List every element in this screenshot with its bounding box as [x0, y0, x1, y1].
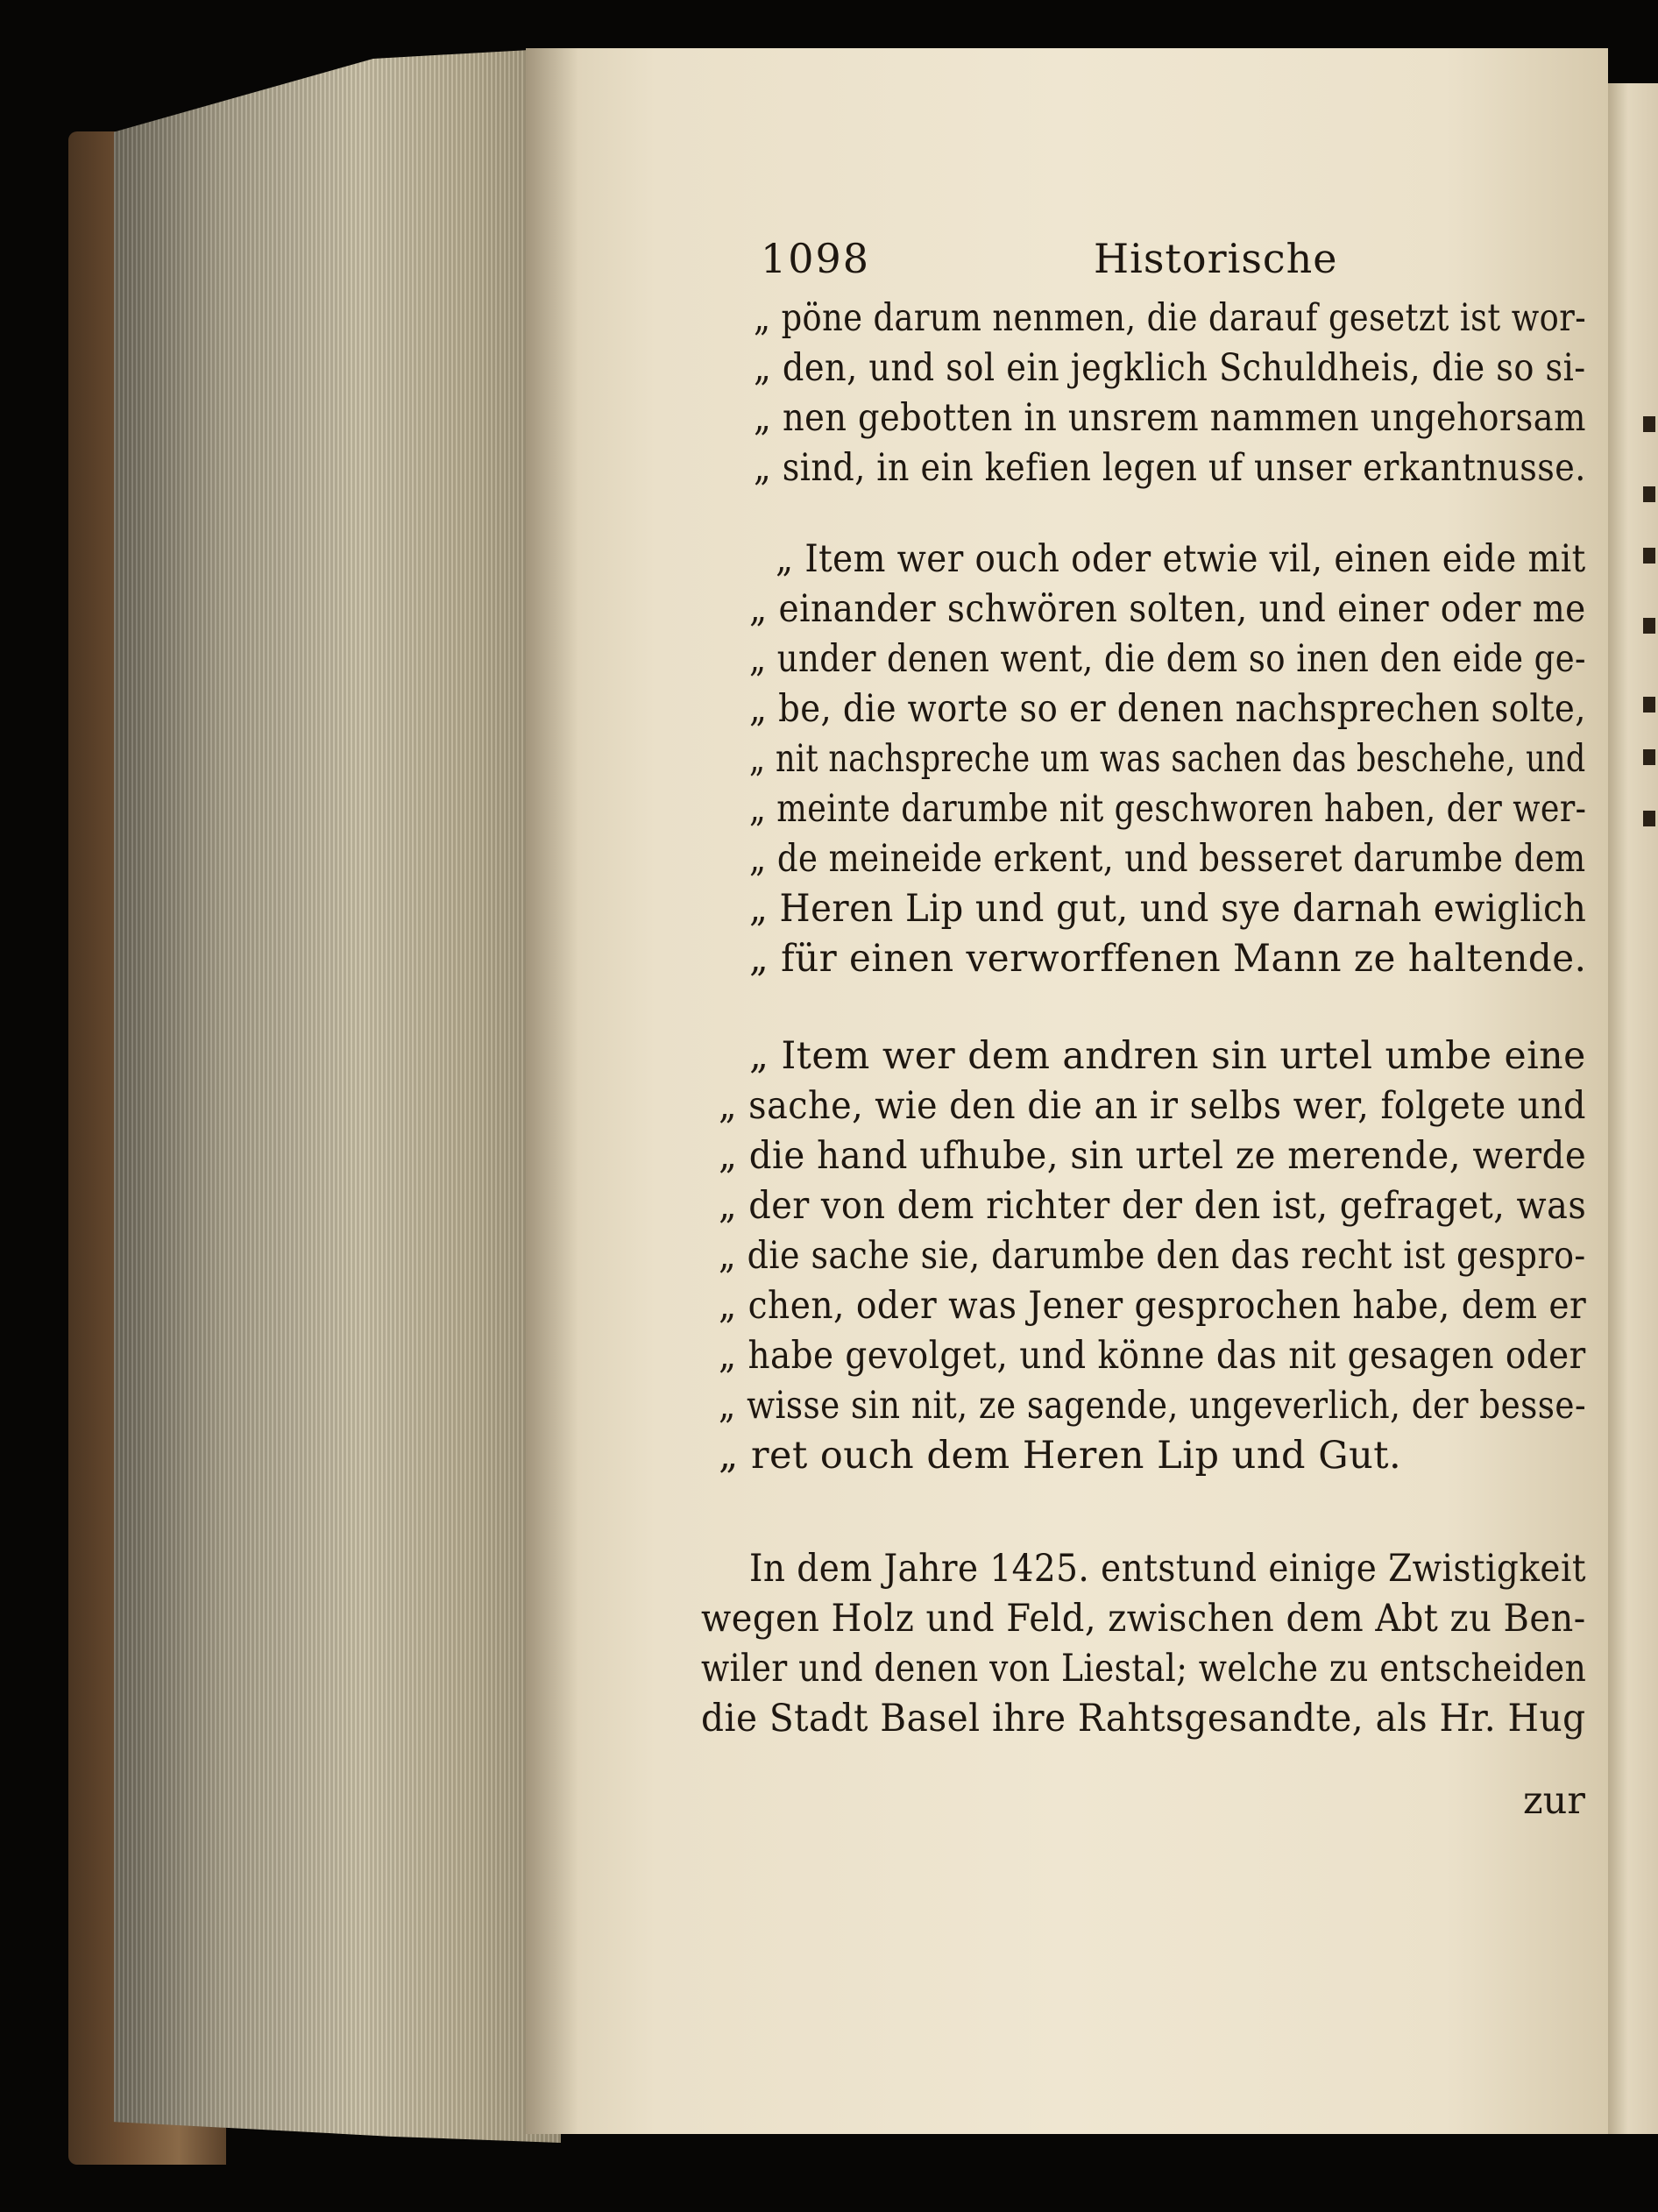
text-line: wiler und denen von Liestal; welche zu entscheiden [701, 1647, 1587, 1691]
paragraph-3 [719, 1034, 1658, 1490]
text-line: „ be, die worte so er denen nachsprechen solte, [749, 687, 1586, 731]
text-line: „ sind, in ein kefien legen uf unser erkantnusse. [754, 446, 1586, 490]
text-line: „ chen, oder was Jener gesprochen habe, dem er [719, 1284, 1587, 1328]
text-line: „ der von dem richter der den ist, gefraget, was [719, 1184, 1587, 1228]
text-line: die Stadt Basel ihre Rahtsgesandte, als Hr. Hug [701, 1697, 1586, 1741]
text-line: wegen Holz und Feld, zwischen dem Abt zu Ben- [701, 1597, 1586, 1641]
text-line: „ ret ouch dem Heren Lip und Gut. [719, 1434, 1402, 1478]
paragraph-4 [701, 1547, 1658, 1757]
text-line: „ Heren Lip und gut, und sye darnah ewiglich [749, 887, 1587, 931]
text-line: „ die sache sie, darumbe den das recht ist gespro- [719, 1234, 1586, 1278]
text-line: „ die hand ufhube, sin urtel ze merende, werde [719, 1134, 1587, 1178]
paragraph-2 [749, 537, 1658, 993]
text-line: „ nit nachspreche um was sachen das beschehe, und [749, 737, 1586, 781]
text-line: „ pöne darum nenmen, die darauf gesetzt ist wor- [754, 296, 1587, 340]
running-title: Historische [1094, 235, 1338, 282]
page-number: 1098 [761, 235, 871, 282]
text-line: In dem Jahre 1425. entstund einige Zwistigkeit [749, 1547, 1587, 1591]
text-line: „ sache, wie den die an ir selbs wer, folgete und [719, 1084, 1586, 1128]
text-line: „ wisse sin nit, ze sagende, ungeverlich, der besse- [719, 1384, 1587, 1428]
text-line: „ für einen verworffenen Mann ze haltende. [749, 937, 1587, 981]
text-line: „ habe gevolget, und könne das nit gesagen oder [719, 1334, 1586, 1378]
catchword: zur [1523, 1779, 1585, 1823]
text-line: „ de meineide erkent, und besseret darumbe dem [749, 837, 1586, 881]
text-line: „ den, und sol ein jegklich Schuldheis, die so si- [754, 346, 1586, 390]
page-block-edges [114, 48, 561, 2143]
text-line: „ Item wer ouch oder etwie vil, einen eide mit [776, 537, 1586, 581]
text-line: „ einander schwören solten, und einer oder me [749, 587, 1586, 631]
text-line: „ under denen went, die dem so inen den eide ge- [749, 637, 1586, 681]
page-header [761, 235, 1567, 296]
text-line: „ meinte darumbe nit geschworen haben, der wer- [749, 787, 1587, 831]
text-line: „ Item wer dem andren sin urtel umbe eine [749, 1034, 1586, 1078]
paragraph-1 [754, 296, 1658, 507]
text-line: „ nen gebotten in unsrem nammen ungehorsam [754, 396, 1586, 440]
gutter-shadow [526, 48, 578, 2134]
